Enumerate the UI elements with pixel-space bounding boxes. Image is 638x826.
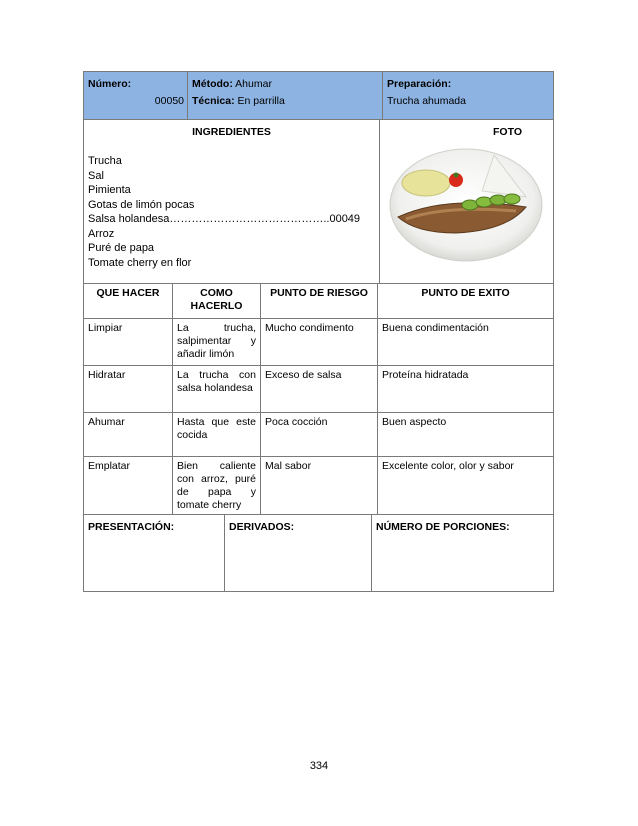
page-number: 334 [309,760,329,772]
metodo-cell [188,72,383,119]
procedure-table-header [83,284,554,319]
porciones-cell: NÚMERO DE PORCIONES: [376,521,510,533]
metodo-label: Método: [192,78,233,90]
ingredients-photo-row [83,120,554,284]
recipe-footer [83,515,554,592]
photo-cell [380,120,553,283]
table-cell: Hidratar [84,366,173,412]
ingredient-item: Tomate cherry en flor [88,256,192,269]
table-row [83,413,554,457]
ingredient-item: Pimienta [88,184,131,196]
ingredients-cell [84,120,380,283]
ingredient-item: Arroz [88,227,115,240]
table-cell: Excelente color, olor y sabor [382,460,514,472]
table-cell: Bien caliente con arroz, puré de papa y tomate cherry [173,457,261,514]
table-cell: La trucha, salpimentar y añadir limón [173,319,261,365]
col-que-hacer: QUE HACER [84,284,173,318]
dish-photo [386,145,546,265]
tecnica-label: Técnica: [192,95,235,107]
table-cell: Ahumar [84,413,173,456]
derivados-cell: DERIVADOS: [225,515,372,591]
preparacion-label: Preparación: [387,78,452,90]
preparacion-cell [383,72,553,119]
table-cell: Exceso de salsa [261,366,378,412]
table-cell: Proteína hidratada [382,369,469,381]
ingredient-item: Puré de papa [88,242,155,254]
ingredients-title: INGREDIENTES [192,126,271,138]
table-cell: Mal sabor [261,457,378,514]
table-row [83,319,554,366]
table-cell: Emplatar [84,457,173,514]
table-cell: Buen aspecto [382,416,447,428]
ingredient-item: Salsa holandesa……………………………………..00049 [88,213,361,225]
recipe-card [83,71,554,592]
preparacion-value: Trucha ahumada [387,95,466,107]
tecnica-value: En parrilla [237,95,285,107]
ingredient-item: Trucha [88,155,122,167]
table-cell: Poca cocción [261,413,378,456]
metodo-value: Ahumar [235,78,272,90]
table-cell: Hasta que este cocida [173,413,261,456]
table-cell: La trucha con salsa holandesa [173,366,261,412]
table-cell: Limpiar [84,319,173,365]
ingredients-list [88,154,360,270]
recipe-header [83,71,554,120]
photo-title: FOTO [493,126,522,138]
numero-cell [84,72,188,119]
ingredient-item: Gotas de limón pocas [88,198,195,211]
numero-label: Número: [88,78,132,90]
presentacion-cell: PRESENTACIÓN: [84,515,225,591]
col-punto-riesgo: PUNTO DE RIESGO [261,284,378,318]
table-cell: Mucho condimento [261,319,378,365]
col-punto-exito: PUNTO DE EXITO [421,287,510,299]
table-cell: Buena condimentación [382,322,489,334]
table-row [83,366,554,413]
numero-value: 00050 [154,95,184,107]
ingredient-item: Sal [88,169,104,182]
col-como-hacerlo: COMO HACERLO [173,284,261,318]
table-row [83,457,554,515]
